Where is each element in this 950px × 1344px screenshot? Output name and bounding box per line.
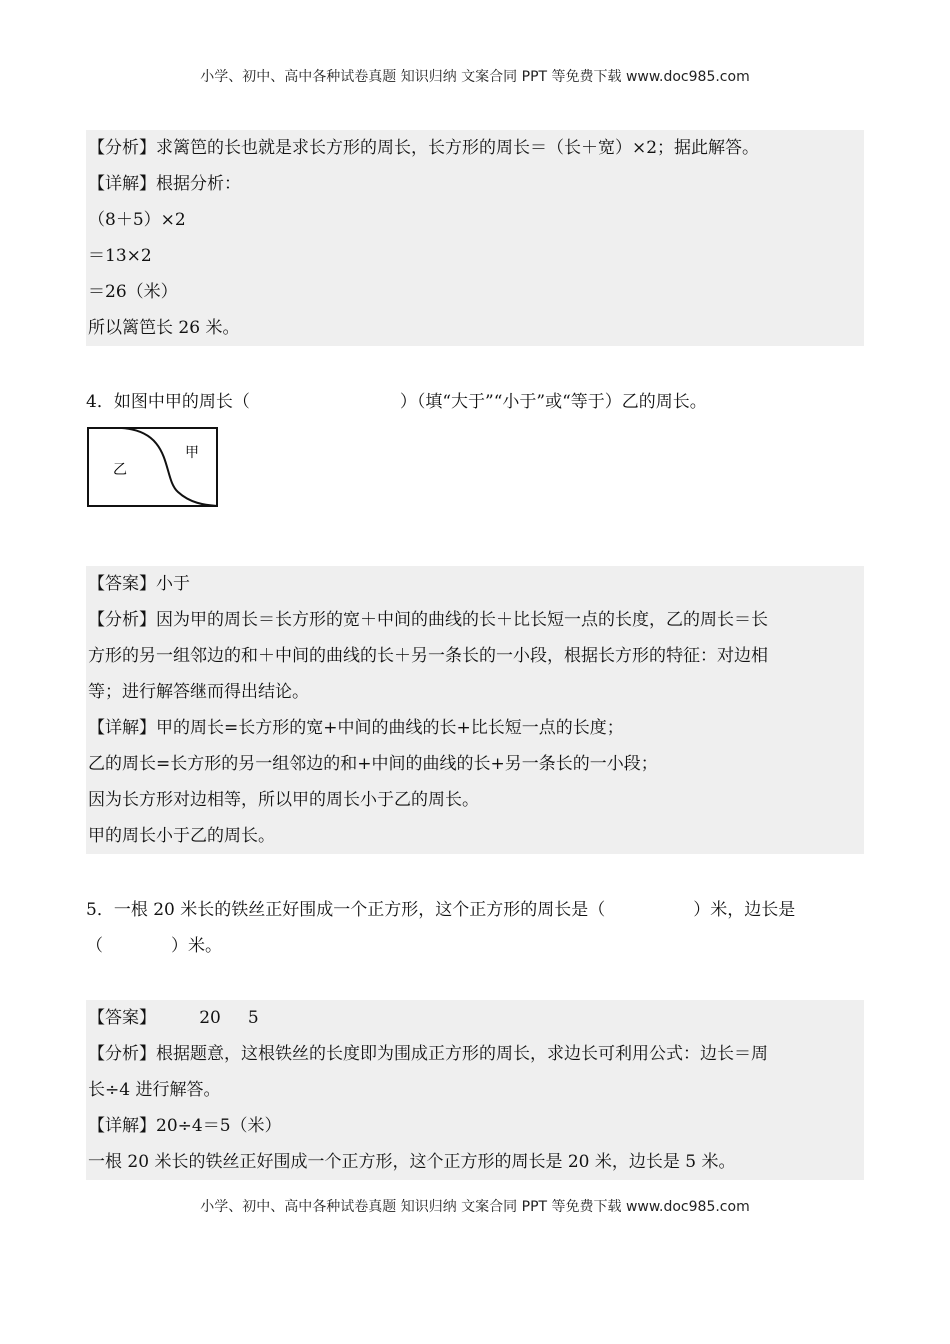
rectangle-figure <box>86 426 220 510</box>
question-5-text: 5．一根 20 米长的铁丝正好围成一个正方形，这个正方形的周长是（ <box>86 900 606 920</box>
solution-line: 等；进行解答继而得出结论。 <box>88 682 309 702</box>
solution-line: 因为长方形对边相等，所以甲的周长小于乙的周长。 <box>88 790 479 810</box>
question-4-text-after: ）（填“大于”“小于”或“等于）乙的周长。 <box>399 392 707 412</box>
solution-line: 方形的另一组邻边的和＋中间的曲线的长＋另一条长的一小段，根据长方形的特征：对边相 <box>88 646 768 666</box>
solution-line: 【答案】 20 5 <box>88 1008 259 1028</box>
page-header: 小学、初中、高中各种试卷真题 知识归纳 文案合同 PPT 等免费下载 www.doc985.com <box>200 69 750 85</box>
label-yi: 乙 <box>113 462 127 478</box>
solution-line: 【详解】根据分析： <box>88 174 241 194</box>
question-4-text-before: 4．如图中甲的周长（ <box>86 392 250 412</box>
question-5-line-2 <box>86 928 866 964</box>
solution-line: （8＋5）×2 <box>88 210 186 230</box>
question-5-text: ）米。 <box>171 936 222 956</box>
dividing-curve <box>122 428 217 506</box>
question-4-figure <box>86 426 220 514</box>
solution-line: 乙的周长=长方形的另一组邻边的和+中间的曲线的长+另一条长的一小段； <box>88 754 658 774</box>
question-4 <box>86 384 866 420</box>
solution-line: 【详解】20÷4＝5（米） <box>88 1116 282 1136</box>
solution-line: 【分析】求篱笆的长也就是求长方形的周长，长方形的周长＝（长＋宽）×2；据此解答。 <box>88 138 760 158</box>
solution-line: 【分析】根据题意，这根铁丝的长度即为围成正方形的周长，求边长可利用公式：边长＝周 <box>88 1044 768 1064</box>
solution-line: 【答案】小于 <box>88 574 190 594</box>
solution-line: 甲的周长小于乙的周长。 <box>88 826 275 846</box>
question-5 <box>86 892 866 964</box>
solution-line: ＝13×2 <box>88 246 152 266</box>
q4-solution-block <box>86 566 864 854</box>
solution-line: 长÷4 进行解答。 <box>88 1080 221 1100</box>
solution-line: 【详解】甲的周长=长方形的宽+中间的曲线的长+比长短一点的长度； <box>88 718 624 738</box>
solution-line: 【分析】因为甲的周长＝长方形的宽＋中间的曲线的长＋比长短一点的长度，乙的周长＝长 <box>88 610 768 630</box>
q3-solution-block <box>86 130 864 346</box>
label-jia: 甲 <box>185 445 199 461</box>
q5-solution-block <box>86 1000 864 1180</box>
question-5-text: ）米，边长是 <box>693 900 796 920</box>
question-5-text: （ <box>86 936 103 956</box>
solution-line: 所以篱笆长 26 米。 <box>88 318 240 338</box>
solution-line: 一根 20 米长的铁丝正好围成一个正方形，这个正方形的周长是 20 米，边长是 5 米。 <box>88 1152 736 1172</box>
page-footer: 小学、初中、高中各种试卷真题 知识归纳 文案合同 PPT 等免费下载 www.doc985.com <box>200 1199 750 1215</box>
solution-line: ＝26（米） <box>88 282 178 302</box>
question-5-line-1 <box>86 892 866 928</box>
